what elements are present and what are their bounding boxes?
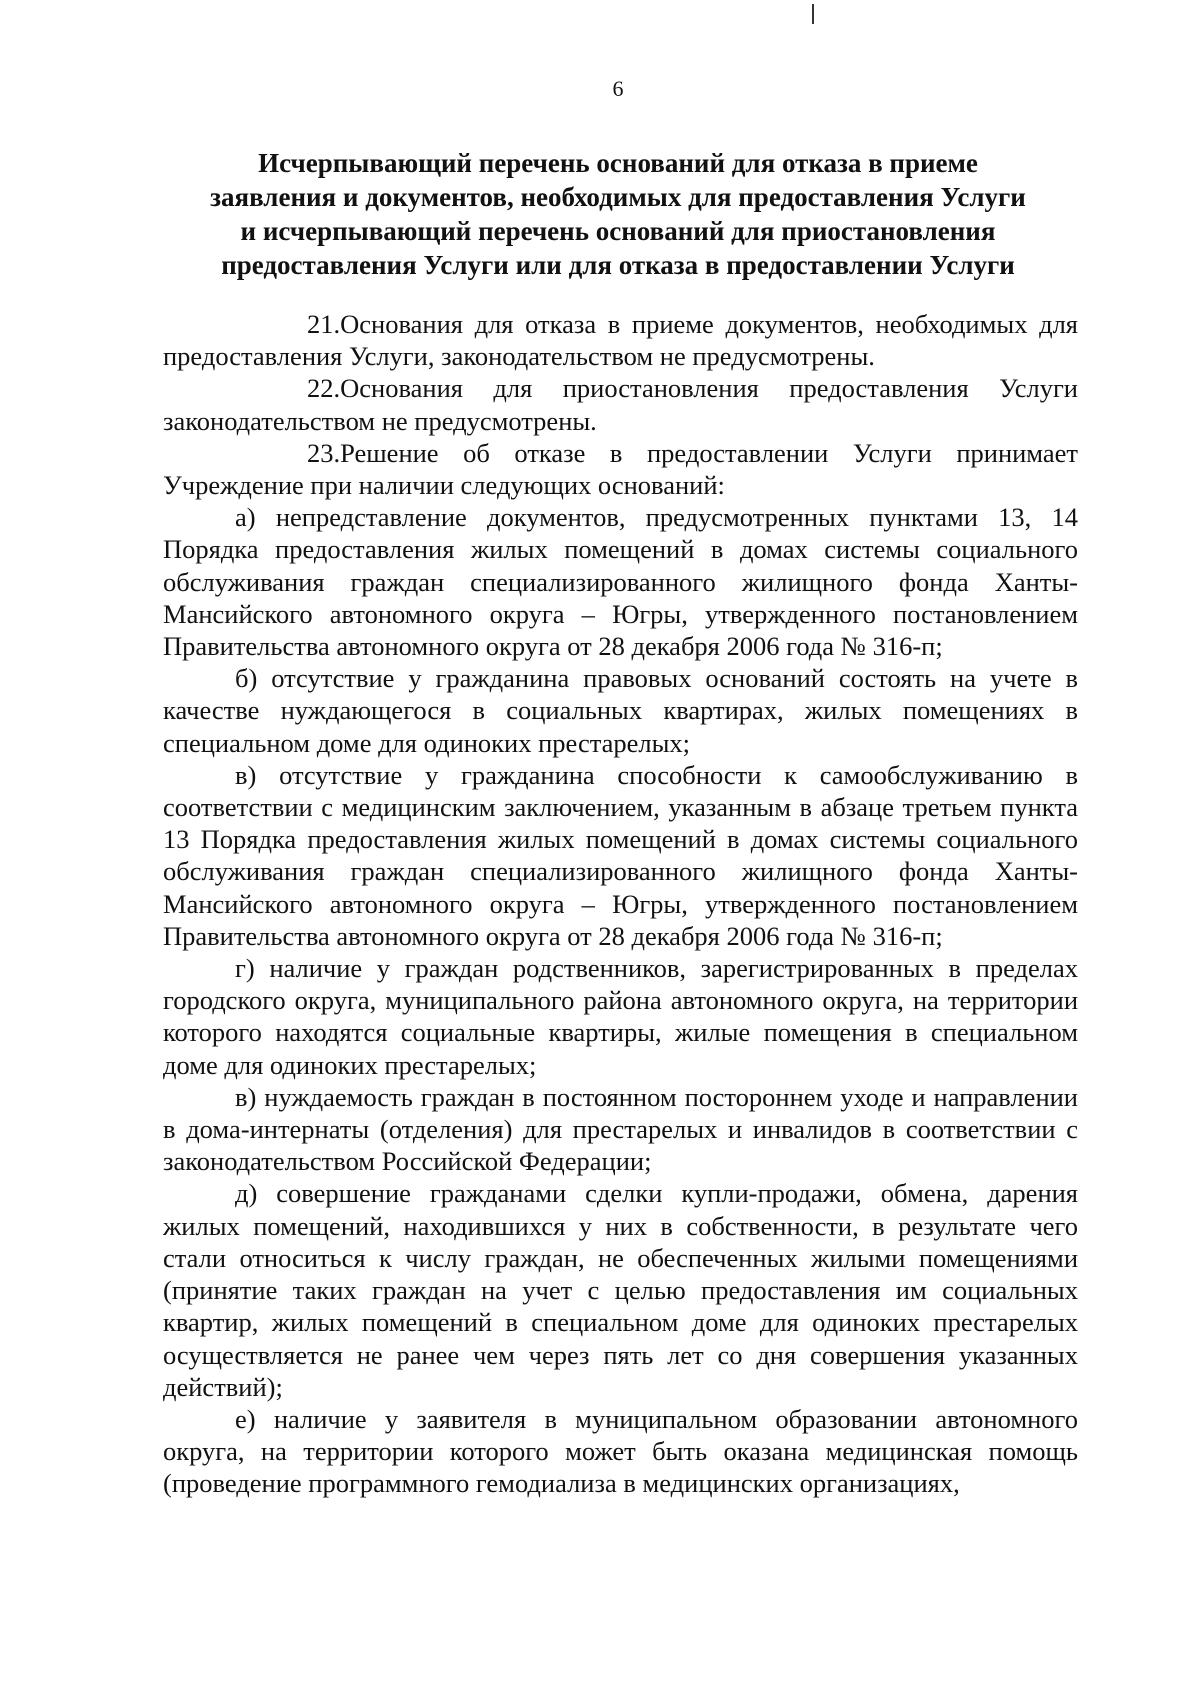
subparagraph-letter: в) [235,1081,257,1112]
subparagraph-text: наличие у заявителя в муниципальном образовании автономного округа, на территории которого может быть оказана медицинская помощь (проведение программного гемодиализа в медицинских организациях, [163,1403,1078,1499]
subparagraph-text: отсутствие у гражданина правовых оснований состоять на учете в качестве нуждающегося в социальных квартирах, жилых помещениях в специальном доме для одиноких престарелых; [163,663,1079,758]
paragraph-number: 23. [307,437,341,468]
subparagraph-v [163,759,1078,952]
subparagraph-a [163,501,1078,662]
scan-artifact [812,4,814,24]
subparagraph-letter: б) [235,663,258,694]
subparagraph-b [163,662,1078,759]
heading-line: предоставления Услуги или для отказа в предоставлении Услуги [221,250,1015,280]
subparagraph-v-2 [163,1081,1078,1178]
paragraph-text: Решение об отказе в предоставлении Услуги принимает Учреждение при наличии следующих оснований: [163,437,1078,501]
subparagraph-letter: г) [235,953,255,984]
subparagraph-e [163,1403,1078,1500]
paragraph-text: Основания для приостановления предоставления Услуги законодательством не предусмотрены. [163,373,1078,436]
subparagraph-text: отсутствие у гражданина способности к самообслуживанию в соответствии с медицинским заключением, указанным в абзаце третьем пункта 13 Порядка предоставления жилых помещений в домах системы социального обслуживания граждан специализированного жилищного фонда Ханты-Мансийского автономного округа – Югры, утвержденного постановлением Правительства автономного округа от 28 декабря 2006 года № 316-п; [163,759,1079,951]
section-heading [160,146,1076,282]
subparagraph-g [163,952,1078,1081]
paragraph-text: Основания для отказа в приеме документов, необходимых для предоставления Услуги, законодательством не предусмотрены. [163,309,1078,372]
subparagraph-text: нуждаемость граждан в постоянном постороннем уходе и направлении в дома-интернаты (отделения) для престарелых и инвалидов в соответствии с законодательством Российской Федерации; [163,1081,1078,1177]
paragraph-21 [163,308,1078,372]
subparagraph-text: непредставление документов, предусмотренных пунктами 13, 14 Порядка предоставления жилых помещений в домах системы социального обслуживания граждан специализированного жилищного фонда Ханты-Мансийского автономного округа – Югры, утвержденного постановлением Правительства автономного округа от 28 декабря 2006 года № 316-п; [163,502,1079,662]
heading-line: Исчерпывающий перечень оснований для отказа в приеме [258,148,978,178]
subparagraph-text: наличие у граждан родственников, зарегистрированных в пределах городского округа, муниципального района автономного округа, на территории которого находятся социальные квартиры, жилые помещения в специальном доме для одиноких престарелых; [163,953,1078,1080]
heading-line: заявления и документов, необходимых для предоставления Услуги [210,182,1026,212]
paragraph-23 [163,437,1078,501]
subparagraph-letter: а) [235,502,256,533]
subparagraph-text: совершение гражданами сделки купли-продажи, обмена, дарения жилых помещений, находившихся у них в собственности, в результате чего стали относиться к числу граждан, не обеспеченных жилыми помещениями (принятие таких граждан на учет с целью предоставления им социальных квартир, жилых помещений в специальном доме для одиноких престарелых осуществляется не ранее чем через пять лет со дня совершения указанных действий); [163,1178,1079,1402]
subparagraph-letter: е) [235,1403,256,1434]
subparagraph-letter: в) [235,759,257,790]
heading-line: и исчерпывающий перечень оснований для приостановления [240,216,996,246]
paragraph-number: 21. [307,309,341,339]
subparagraph-d [163,1177,1078,1402]
page-number: 6 [612,76,624,101]
document-body [163,308,1078,1500]
paragraph-22 [163,372,1078,436]
subparagraph-letter: д) [235,1178,258,1209]
paragraph-number: 22. [307,373,341,404]
